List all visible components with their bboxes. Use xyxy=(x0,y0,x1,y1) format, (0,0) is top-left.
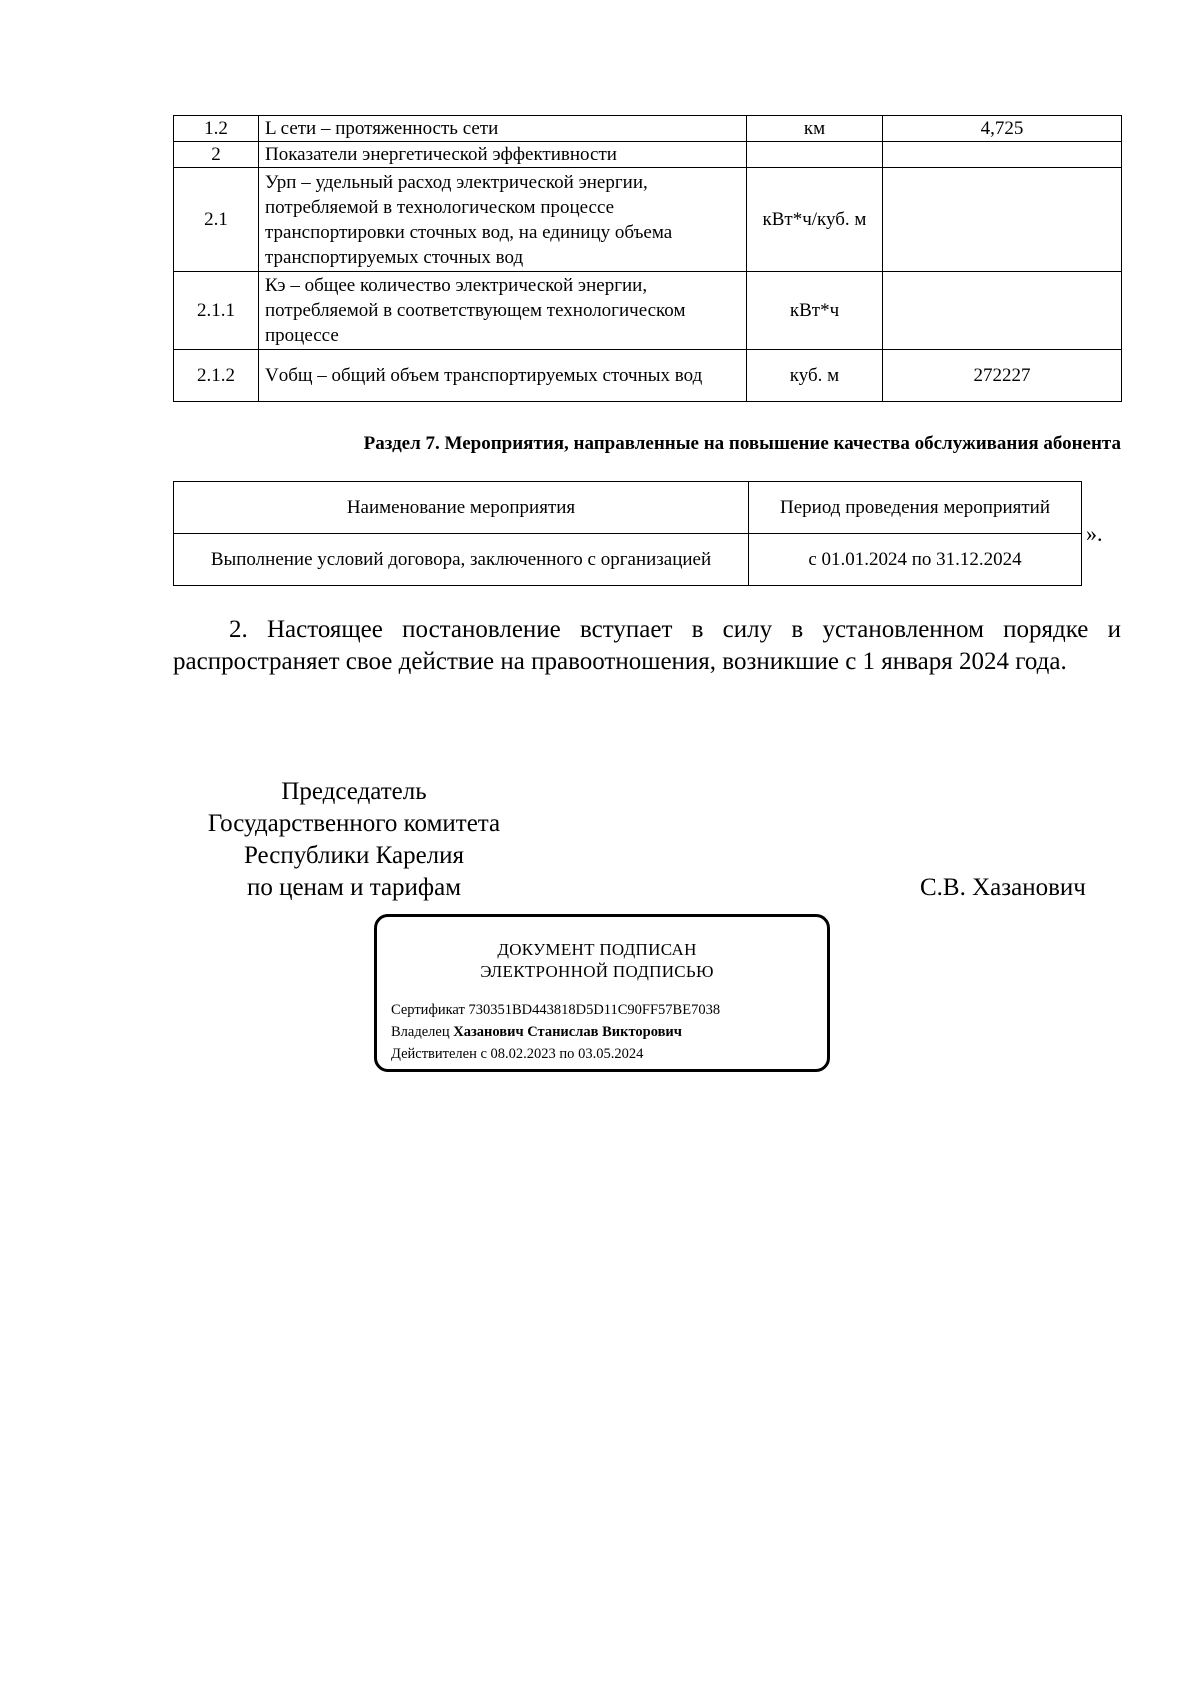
signatory-position-line: по ценам и тарифам xyxy=(246,874,462,901)
row-unit xyxy=(747,142,883,168)
row-unit: кВт*ч xyxy=(747,272,883,350)
paragraph-2: 2. Настоящее постановление вступает в силу в установленном порядке и распространяет свое действие на правоотношения, возникшие с 1 января 2024 года. xyxy=(173,616,1121,675)
measure-name: Выполнение условий договора, заключенного с организацией xyxy=(174,534,749,586)
table-header-row xyxy=(174,482,1082,534)
row-value: 4,725 xyxy=(883,116,1122,142)
row-number: 1.2 xyxy=(174,116,259,142)
validity-from: 08.02.2023 xyxy=(490,1046,556,1062)
validity-label: Действителен с xyxy=(391,1046,487,1062)
row-number: 2 xyxy=(174,142,259,168)
stamp-heading-line: ДОКУМЕНТ ПОДПИСАН xyxy=(497,940,697,959)
row-name: Vобщ – общий объем транспортируемых сточных вод xyxy=(259,350,747,402)
row-name: Урп – удельный расход электрической энергии, потребляемой в технологическом процессе транспортировки сточных вод, на единицу объема транспортируемых сточных вод xyxy=(259,168,747,272)
signatory-position-line: Республики Карелия xyxy=(243,842,465,869)
row-name: Показатели энергетической эффективности xyxy=(259,142,747,168)
row-value: 272227 xyxy=(883,350,1122,402)
owner-label: Владелец xyxy=(391,1024,450,1040)
indicators-table xyxy=(173,115,1122,402)
row-value xyxy=(883,168,1122,272)
row-unit: кВт*ч/куб. м xyxy=(747,168,883,272)
electronic-signature-stamp xyxy=(374,914,830,1072)
row-number: 2.1.2 xyxy=(174,350,259,402)
signatory-position-line: Государственного комитета xyxy=(207,810,501,837)
validity-to: 03.05.2024 xyxy=(578,1046,644,1062)
column-header-measure-name: Наименование мероприятия xyxy=(174,482,749,534)
stamp-owner xyxy=(391,1021,827,1043)
table-row xyxy=(174,272,1122,350)
certificate-label: Сертификат xyxy=(391,1002,465,1018)
signatory-name: С.В. Хазанович xyxy=(920,874,1086,901)
row-unit: куб. м xyxy=(747,350,883,402)
section-7-title: Раздел 7. Мероприятия, направленные на повышение качества обслуживания абонента xyxy=(363,433,1121,454)
owner-value: Хазанович Станислав Викторович xyxy=(453,1024,682,1040)
row-number: 2.1.1 xyxy=(174,272,259,350)
row-number: 2.1 xyxy=(174,168,259,272)
row-unit: км xyxy=(747,116,883,142)
signatory-position-line: Председатель xyxy=(281,778,427,805)
column-header-period: Период проведения мероприятий xyxy=(749,482,1082,534)
row-name: L сети – протяженность сети xyxy=(259,116,747,142)
validity-mid: по xyxy=(559,1046,575,1062)
certificate-value: 730351BD443818D5D11C90FF57BE7038 xyxy=(468,1002,721,1018)
stamp-heading-line: ЭЛЕКТРОННОЙ ПОДПИСЬЮ xyxy=(480,962,714,981)
table-row xyxy=(174,168,1122,272)
table-row xyxy=(174,350,1122,402)
table-row xyxy=(174,116,1122,142)
stamp-details xyxy=(391,999,827,1065)
stamp-heading xyxy=(377,939,817,983)
signatory-position xyxy=(173,776,535,904)
measures-table xyxy=(173,481,1082,586)
table-row xyxy=(174,142,1122,168)
stamp-certificate xyxy=(391,999,827,1021)
stamp-validity xyxy=(391,1043,827,1065)
closing-quote: ». xyxy=(1086,521,1103,546)
table-row xyxy=(174,534,1082,586)
row-value xyxy=(883,272,1122,350)
row-value xyxy=(883,142,1122,168)
measure-period: с 01.01.2024 по 31.12.2024 xyxy=(749,534,1082,586)
row-name: Кэ – общее количество электрической энергии, потребляемой в соответствующем технологическом процессе xyxy=(259,272,747,350)
